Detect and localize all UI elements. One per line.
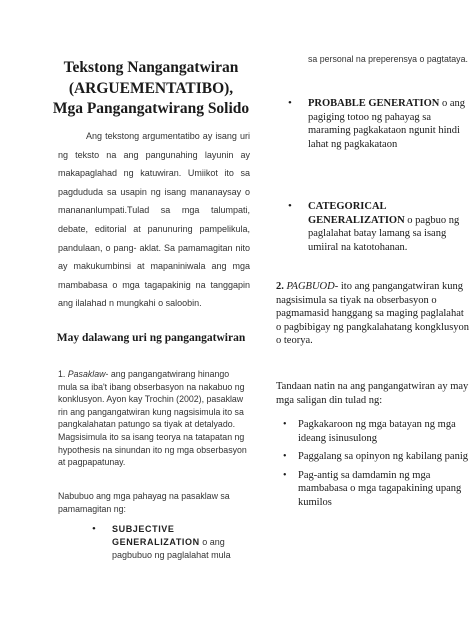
bullet-icon: • (283, 451, 287, 462)
tandaan-paragraph: Tandaan natin na ang pangangatwiran ay may mga saligan din tulad ng: (276, 381, 469, 406)
document-title: Tekstong Nangangatwiran (ARGUEMENTATIBO), Mga Pangangatwirang Solido (52, 59, 250, 117)
bullet-icon: • (283, 419, 287, 430)
subjective-head: SUBJECTIVE GENERALIZATION (112, 524, 200, 547)
pagbuod-text: - ito ang pangangatwiran kung nagsisimula sa tiyak na obserbasyon o pagmamasid hanggang sa maging paglalahat o pagbibigay ng pangkalahatang kongklusyon o teorya. (276, 281, 470, 346)
pasaklaw-paragraph (58, 368, 250, 469)
item-number: 2. (276, 281, 284, 292)
pagbuod-term: PAGBUOD (286, 281, 335, 292)
subjective-text: o ang pagbubuo ng paglalahat mula (112, 537, 231, 560)
section-heading: May dalawang uri ng pangangatwiran (56, 332, 246, 344)
saligan-list (276, 418, 470, 514)
list-item: • Paggalang sa opinyon ng kabilang panig (283, 451, 469, 462)
categorical-text: o pagbuo ng paglalahat batay lamang sa isang umiiral na katotohanan. (308, 214, 460, 253)
continued-text: sa personal na preperensya o pagtataya. (308, 54, 468, 64)
list-item: • Pagkakaroon ng mga batayan ng mga ideang isinusulong (283, 419, 456, 444)
bullet-icon: • (283, 469, 287, 481)
bullet-icon: • (92, 523, 96, 535)
pasaklaw-term: Pasaklaw (67, 369, 106, 379)
item-number: 1. (58, 369, 66, 379)
bullet-icon: • (288, 200, 292, 212)
bullet-icon: • (288, 97, 292, 109)
probable-text: o ang pagiging totoo ng pahayag sa maraming pagkakataon ngunit hindi lahat ng pagkakataon (308, 98, 466, 150)
nabubuo-paragraph: Nabubuo ang mga pahayag na pasaklaw sa pamamagitan ng: (58, 491, 230, 514)
list-item: • Pag-antig sa damdamin ng mga mambabasa o mga tagapakining upang kumilos (283, 469, 462, 508)
intro-paragraph: Ang tekstong argumentatibo ay isang uri ng teksto na ang pangunahing layunin ay makapaglahad ng katuwiran. Umiikot ito sa pagdududa sa usapin ng isang mananaysay o manananlumpati.Tulad sa mga talumpati, debate, editorial at panunuring pampelikula, pandulaan, o pang- aklat. Sa pamamagitan nito ay makukumbinsi at mapaniniwala ang mga mambabasa o mga tagapakinig na tanggapin ang ilalahad n mungkahi o saloobin. (58, 131, 250, 309)
probable-head: PROBABLE GENERATION (308, 98, 440, 109)
categorical-head: CATEGORICAL GENERALIZATION (308, 201, 405, 226)
pagbuod-paragraph (276, 280, 470, 348)
pasaklaw-text: - ang pangangatwirang hinango mula sa iba't ibang obserbasyon na nakabuo ng konklusyon. Ayon kay Trochin (2002), pasaklaw rin ang pangangatwiran kung nagsisimula ito sa pangkalahatan patungo sa tiyak at detalyado. Magsisimula ito sa isang teorya na tatapatan ng hypothesis na sinundan ito ng mga obserbasyon at pagpapatunay. (58, 369, 247, 468)
